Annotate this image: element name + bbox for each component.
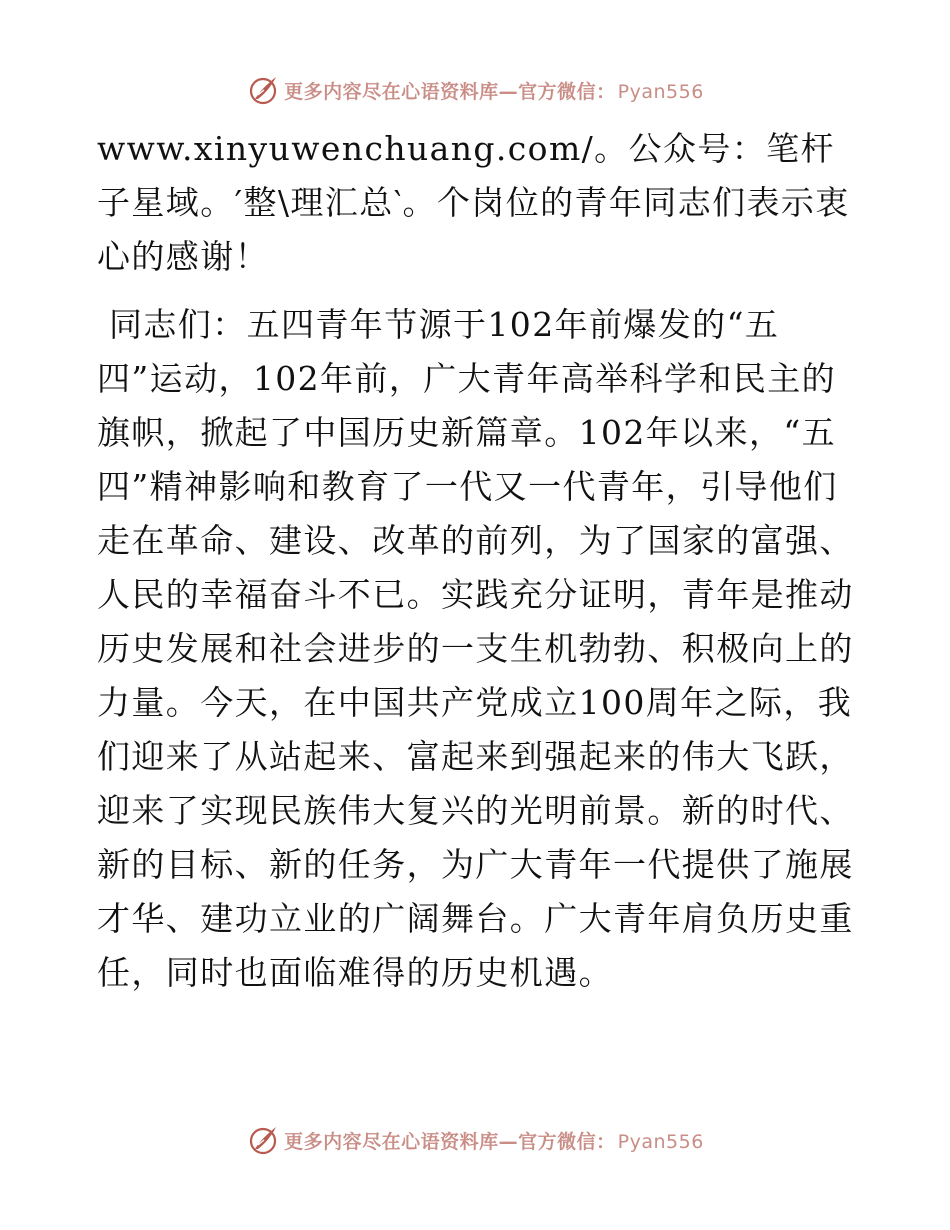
quill-logo-icon (246, 73, 280, 107)
document-body (97, 122, 857, 1000)
footer-banner (0, 1120, 950, 1160)
footer-banner-text: 更多内容尽在心语资料库—官方微信： (284, 1130, 616, 1153)
quill-logo-icon (246, 1123, 280, 1157)
header-banner (0, 70, 950, 110)
header-wechat-id: Pyan556 (617, 80, 704, 103)
header-banner-text: 更多内容尽在心语资料库—官方微信： (284, 80, 616, 103)
footer-wechat-id: Pyan556 (617, 1130, 704, 1153)
paragraph-1: www.xinyuwenchuang.com/。公众号：笔杆子星域。′整\理汇总‵。个岗位的青年同志们表示衷心的感谢！ (97, 129, 850, 276)
paragraph-2: 同志们：五四青年节源于102年前爆发的“五四”运动，102年前，广大青年高举科学和民主的旗帜，掀起了中国历史新篇章。102年以来，“五四”精神影响和教育了一代又一代青年，引导他们走在革命、建设、改革的前列，为了国家的富强、人民的幸福奋斗不已。实践充分证明，青年是推动历史发展和社会进步的一支生机勃勃、积极向上的力量。今天，在中国共产党成立100周年之际，我们迎来了从站起来、富起来到强起来的伟大飞跃，迎来了实现民族伟大复兴的光明前景。新的时代、新的目标、新的任务，为广大青年一代提供了施展才华、建功立业的广阔舞台。广大青年肩负历史重任，同时也面临难得的历史机遇。 (97, 305, 854, 992)
